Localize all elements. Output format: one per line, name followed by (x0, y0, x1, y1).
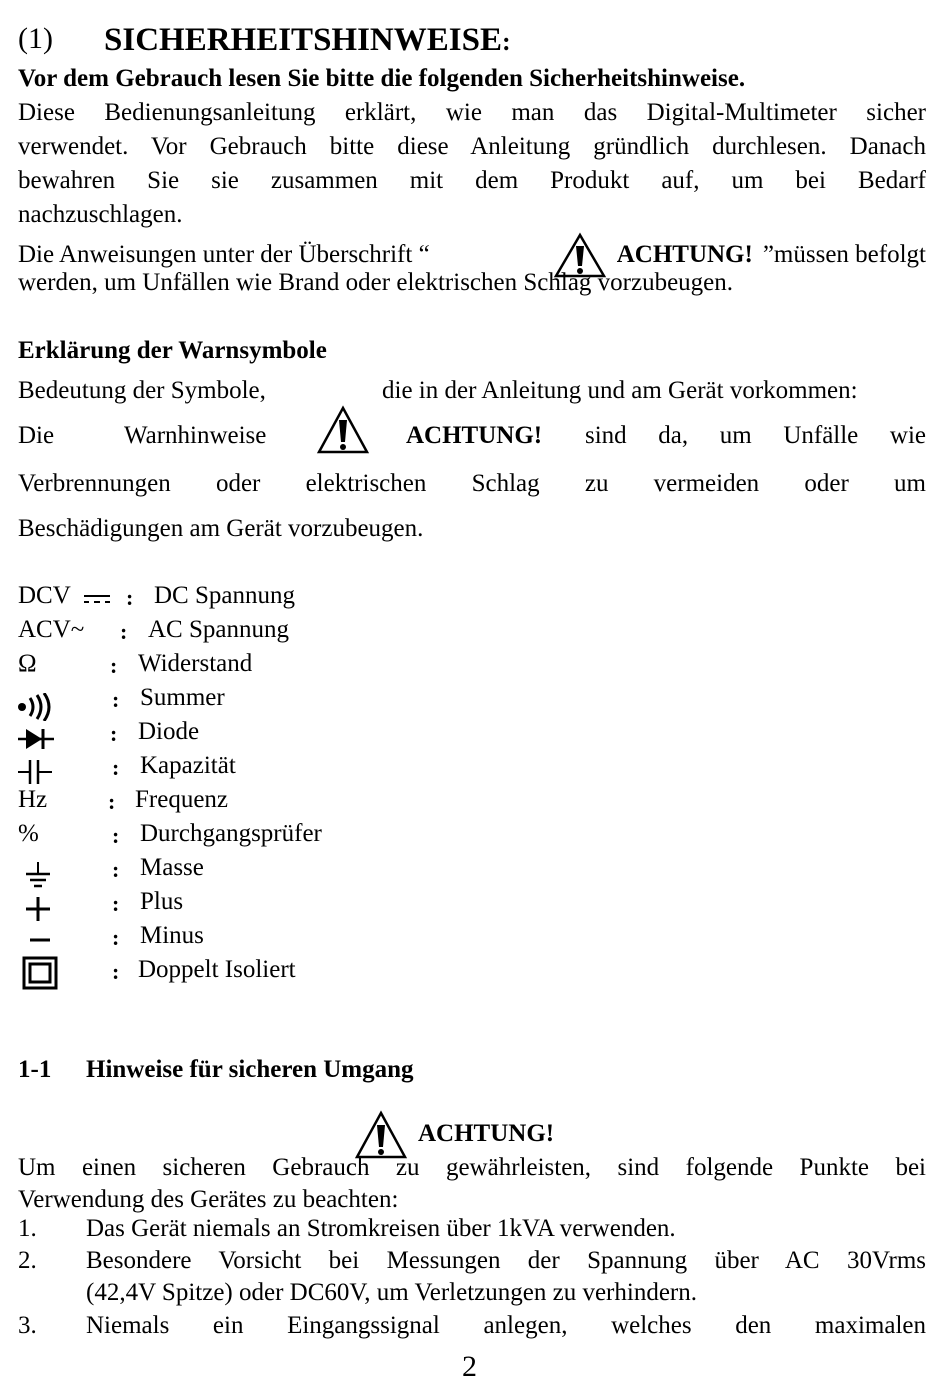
label-frequenz: Frequenz (135, 786, 229, 813)
instruction-achtung: ACHTUNG! (616, 241, 753, 268)
colon-minus: : (112, 925, 120, 950)
warnsymbole-heading: Erklärung der Warnsymbole (18, 337, 327, 364)
intro-line-2: verwendet. Vor Gebrauch bitte diese Anleitung gründlich durchlesen. Danach (18, 133, 926, 160)
list-item-3-text: Niemals ein Eingangssignal anlegen, welches den maximalen (86, 1312, 926, 1339)
label-durchgangspruefer: Durchgangsprüfer (140, 820, 322, 847)
colon-doppelt-isoliert: : (112, 959, 120, 984)
instruction-pre: Die Anweisungen unter der Überschrift “ (18, 241, 430, 268)
colon-percent: : (112, 823, 120, 848)
instruction-post: ”müssen befolgt (762, 241, 926, 268)
intro-bold-line: Vor dem Gebrauch lesen Sie bitte die folgenden Sicherheitshinweise. (18, 65, 746, 92)
colon-masse: : (112, 857, 120, 882)
intro-line-3: bewahren Sie sie zusammen mit dem Produkt auf, um bei Bedarf (18, 167, 926, 194)
hz-icon: Hz (18, 786, 48, 813)
warnsymbole-line-1a: Bedeutung der Symbole, (18, 377, 266, 404)
list-item-2-number: 2. (18, 1247, 37, 1274)
label-masse: Masse (140, 854, 204, 881)
symbol-dcv (18, 582, 71, 610)
colon-ohm: : (110, 653, 118, 678)
section-number: (1) (18, 22, 53, 55)
list-item-2-text-line-2: (42,4V Spitze) oder DC60V, um Verletzungen zu verhindern. (86, 1279, 697, 1306)
intro-line-4: nachzuschlagen. (18, 201, 183, 228)
colon-plus: : (112, 891, 120, 916)
label-widerstand: Widerstand (138, 650, 253, 677)
section-1-1-intro-line-1: Um einen sicheren Gebrauch zu gewährleisten, sind folgende Punkte bei (18, 1154, 926, 1181)
symbol-acv: ACV~ (18, 616, 85, 643)
list-item-1-number: 1. (18, 1215, 37, 1242)
warnsymbole-line-2c: sind da, um Unfälle wie (585, 422, 926, 449)
dcv-text: DCV (18, 582, 71, 609)
label-plus: Plus (140, 888, 184, 915)
colon-diode: : (110, 721, 118, 746)
ohm-icon: Ω (18, 650, 37, 677)
label-kapazitaet: Kapazität (140, 752, 236, 779)
colon-acv: : (120, 619, 128, 644)
warnsymbole-line-3: Verbrennungen oder elektrischen Schlag zu vermeiden oder um (18, 470, 926, 497)
colon-kapazitaet: : (112, 755, 120, 780)
dc-icon (82, 592, 112, 606)
label-summer: Summer (140, 684, 225, 711)
label-diode: Diode (138, 718, 200, 745)
section-1-1-achtung: ACHTUNG! (418, 1120, 555, 1147)
intro-line-1: Diese Bedienungsanleitung erklärt, wie man das Digital-Multimeter sicher (18, 99, 926, 126)
label-dc-spannung: DC Spannung (154, 582, 295, 609)
warnsymbole-achtung: ACHTUNG! (406, 422, 543, 449)
minus-icon (28, 936, 52, 944)
double-insulation-icon (22, 956, 58, 990)
list-item-2-text: Besondere Vorsicht bei Messungen der Spannung über AC 30Vrms (86, 1247, 926, 1274)
colon-dcv: : (126, 585, 134, 610)
warnsymbole-line-1b: die in der Anleitung und am Gerät vorkommen: (382, 377, 858, 404)
list-item-3-number: 3. (18, 1312, 37, 1339)
page-number: 2 (462, 1350, 477, 1383)
section-1-1-number: 1-1 (18, 1056, 52, 1083)
buzzer-icon (16, 693, 56, 721)
label-minus: Minus (140, 922, 204, 949)
ground-icon (24, 862, 52, 890)
label-doppelt-isoliert: Doppelt Isoliert (138, 956, 296, 983)
diode-icon (18, 726, 54, 752)
colon-summer: : (112, 687, 120, 712)
warnsymbole-line-4: Beschädigungen am Gerät vorzubeugen. (18, 515, 424, 542)
plus-icon (24, 896, 52, 922)
page-title (104, 22, 511, 59)
intro-instruction-line-2: werden, um Unfällen wie Brand oder elektrischen Schlag vorzubeugen. (18, 269, 734, 296)
list-item-1-text: Das Gerät niemals an Stromkreisen über 1kVA verwenden. (86, 1215, 676, 1242)
warnsymbole-line-2b: Warnhinweise (124, 422, 267, 449)
colon-hz: : (108, 789, 116, 814)
section-1-1-title: Hinweise für sicheren Umgang (86, 1056, 414, 1083)
capacitor-icon (18, 758, 52, 786)
page-title-colon: : (501, 27, 511, 56)
percent-icon: % (18, 820, 39, 847)
warnsymbole-line-2a: Die (18, 422, 55, 449)
section-1-1-intro-line-2: Verwendung des Gerätes zu beachten: (18, 1186, 399, 1213)
page-title-text: SICHERHEITSHINWEISE (104, 22, 502, 58)
warning-triangle-icon (316, 405, 370, 455)
label-ac-spannung: AC Spannung (148, 616, 289, 643)
